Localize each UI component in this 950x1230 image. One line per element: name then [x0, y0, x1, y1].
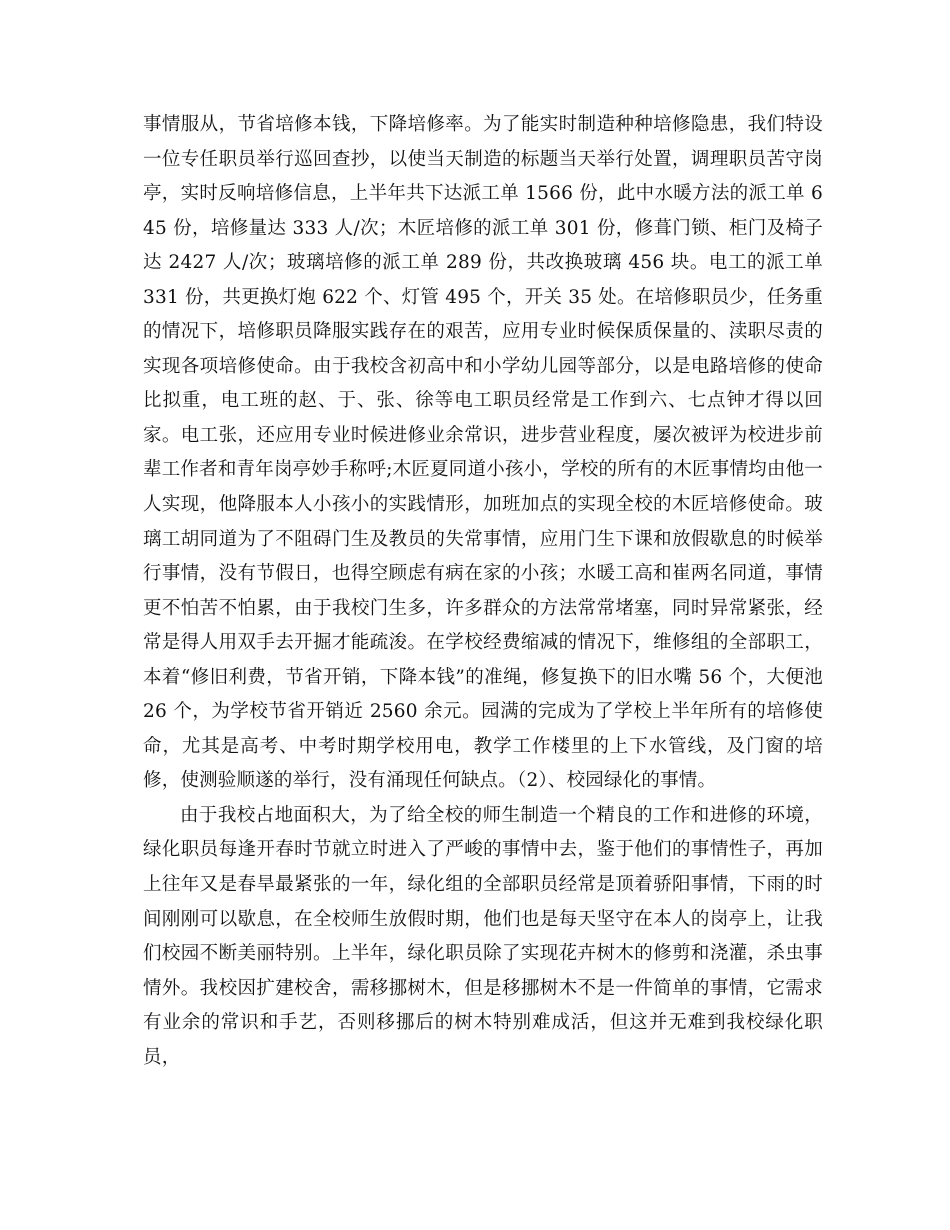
paragraph-greening-work: 由于我校占地面积大，为了给全校的师生制造一个精良的工作和进修的环境，绿化职员每逢开春时节就立时进入了严峻的事情中去，鉴于他们的事情性子，再加上往年又是春旱最紧张的一年，绿化组的全部职员经常是顶着骄阳事情，下雨的时间刚刚可以歇息，在全校师生放假时期，他们也是每天坚守在本人的岗亭上，让我们校园不断美丽特别。上半年，绿化职员除了实现花卉树木的修剪和浇灌，杀虫事情外。我校因扩建校舍，需移挪树木，但是移挪树木不是一件简单的事情，它需求有业余的常识和手艺，否则移挪后的树木特别难成活，但这并无难到我校绿化职员，: [143, 804, 823, 1068]
document-body: [143, 108, 823, 1075]
paragraph-maintenance-summary: 事情服从，节省培修本钱，下降培修率。为了能实时制造种种培修隐患，我们特设一位专任职员举行巡回查抄，以使当天制造的标题当天举行处置，调理职员苦守岗亭，实时反响培修信息，上半年共下达派工单 1566 份，此中水暖方法的派工单 645 份，培修量达 333 人/次；木匠培修的派工单 301 份，修葺门锁、柜门及椅子达 2427 人/次；玻璃培修的派工单 289 份，共改换玻璃 456 块。电工的派工单 331 份，共更换灯炮 622 个、灯管 495 个，开关 35 处。在培修职员少，任务重的情况下，培修职员降服实践存在的艰苦，应用专业时候保质保量的、渎职尽责的实现各项培修使命。由于我校含初高中和小学幼儿园等部分，以是电路培修的使命比拟重，电工班的赵、于、张、徐等电工职员经常是工作到六、七点钟才得以回家。电工张，还应用专业时候进修业余常识，进步营业程度，屡次被评为校进步前辈工作者和青年岗亭妙手称呼;木匠夏同道小孩小，学校的所有的木匠事情均由他一人实现，他降服本人小孩小的实践情形，加班加点的实现全校的木匠培修使命。玻璃工胡同道为了不阻碍门生及教员的失常事情，应用门生下课和放假歇息的时候举行事情，没有节假日，也得空顾虑有病在家的小孩；水暖工高和崔两名同道，事情更不怕苦不怕累，由于我校门生多，许多群众的方法常常堵塞，同时异常紧张，经常是得人用双手去开掘才能疏浚。在学校经费缩减的情况下，维修组的全部职工，本着“修旧利费，节省开销，下降本钱”的准绳，修复换下的旧水嘴 56 个，大便池 26 个，为学校节省开销近 2560 余元。园满的完成为了学校上半年所有的培修使命，尤其是高考、中考时期学校用电，教学工作楼里的上下水管线，及门窗的培修，使测验顺遂的举行，没有涌现任何缺点。（2）、校园绿化的事情。: [143, 114, 823, 792]
